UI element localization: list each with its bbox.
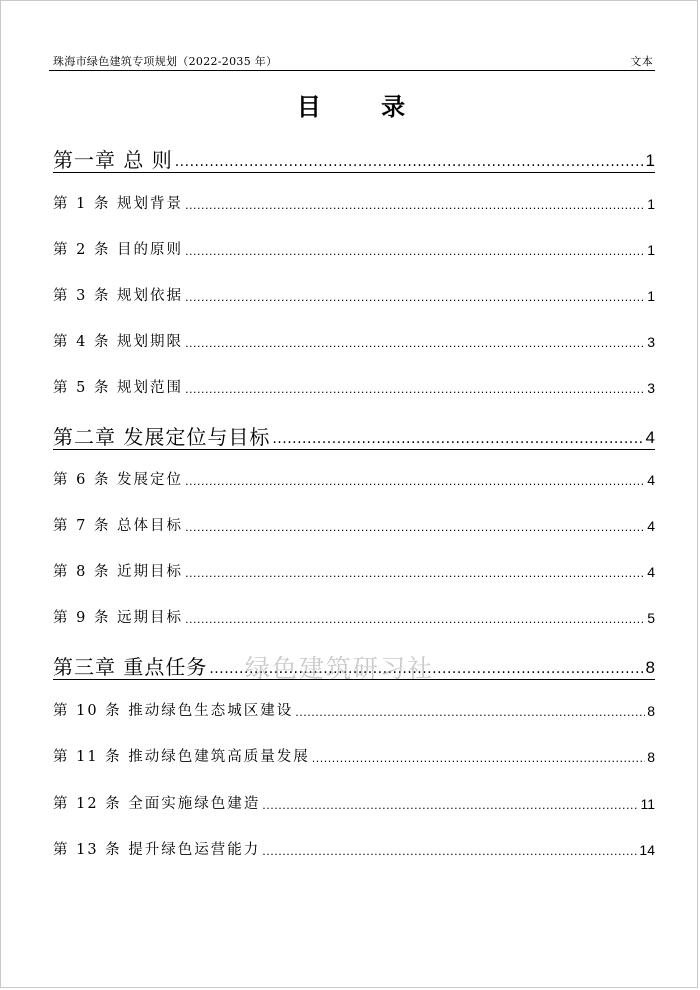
toc-entry-label: 第 7 条 总体目标	[53, 518, 184, 534]
toc-entry-label: 第 3 条 规划依据	[53, 288, 184, 304]
toc-article-1[interactable]	[53, 193, 655, 215]
toc-page-number: 8	[647, 749, 655, 765]
header-rule	[49, 70, 655, 71]
toc-page-number: 1	[645, 151, 655, 170]
toc-article-9[interactable]	[53, 607, 655, 629]
toc-entry-label: 第 13 条 提升绿色运营能力	[53, 842, 261, 858]
dot-leader	[185, 335, 645, 353]
dot-leader	[185, 289, 645, 307]
toc-page-number: 1	[647, 196, 655, 212]
toc-article-11[interactable]	[53, 746, 655, 768]
dot-leader	[262, 843, 637, 861]
toc-entry-label: 第 4 条 规划期限	[53, 334, 184, 350]
dot-leader	[185, 381, 645, 399]
dot-leader	[185, 197, 645, 215]
toc-article-3[interactable]	[53, 285, 655, 307]
toc-entry-label: 第 1 条 规划背景	[53, 196, 184, 212]
toc-article-12[interactable]	[53, 793, 655, 815]
toc-chapter-1[interactable]	[53, 142, 655, 173]
toc-page-number: 4	[645, 428, 655, 447]
toc-entry-label: 第 11 条 推动绿色建筑高质量发展	[53, 749, 310, 765]
toc-article-4[interactable]	[53, 331, 655, 353]
dot-leader	[185, 473, 645, 491]
toc-article-5[interactable]	[53, 377, 655, 399]
dot-leader	[262, 797, 638, 815]
dot-leader	[272, 429, 643, 449]
toc-page-number: 1	[647, 242, 655, 258]
dot-leader	[185, 243, 645, 261]
toc-entry-label: 第三章 重点任务	[53, 655, 208, 679]
dot-leader	[209, 659, 643, 679]
toc-chapter-2[interactable]	[53, 419, 655, 450]
toc-page-number: 5	[647, 610, 655, 626]
toc-page-number: 4	[647, 518, 655, 534]
toc-page-number: 8	[647, 703, 655, 719]
dot-leader	[312, 750, 645, 768]
toc-entry-label: 第 6 条 发展定位	[53, 472, 184, 488]
toc-page-number: 14	[639, 842, 655, 858]
toc-title: 目 录	[296, 93, 432, 121]
toc-article-7[interactable]	[53, 515, 655, 537]
toc-article-6[interactable]	[53, 469, 655, 491]
dot-leader	[185, 611, 645, 629]
running-header-section: 文本	[630, 55, 653, 68]
toc-entry-label: 第 9 条 远期目标	[53, 610, 184, 626]
toc-chapter-3[interactable]	[53, 649, 655, 680]
running-header-title: 珠海市绿色建筑专项规划（2022-2035 年）	[53, 55, 278, 68]
toc-article-2[interactable]	[53, 239, 655, 261]
toc-article-8[interactable]	[53, 561, 655, 583]
toc-entry-label: 第 10 条 推动绿色生态城区建设	[53, 703, 294, 719]
toc-page-number: 4	[647, 564, 655, 580]
toc-entry-label: 第一章 总 则	[53, 148, 173, 172]
toc-article-10[interactable]	[53, 700, 655, 722]
toc-page-number: 11	[640, 796, 655, 812]
toc-entry-label: 第 5 条 规划范围	[53, 380, 184, 396]
toc-article-13[interactable]	[53, 839, 655, 861]
toc-page-number: 1	[647, 288, 655, 304]
toc-page-number: 4	[647, 472, 655, 488]
dot-leader	[295, 704, 645, 722]
dot-leader	[185, 565, 645, 583]
watermark-text: 绿色建筑研习社	[245, 654, 435, 683]
toc-entry-label: 第 2 条 目的原则	[53, 242, 184, 258]
toc-page-number: 3	[647, 380, 655, 396]
toc-page-number: 8	[645, 658, 655, 677]
toc-entry-label: 第 12 条 全面实施绿色建造	[53, 796, 261, 812]
toc-entry-label: 第二章 发展定位与目标	[53, 425, 271, 449]
toc-page-number: 3	[647, 334, 655, 350]
dot-leader	[175, 152, 644, 172]
dot-leader	[185, 519, 645, 537]
toc-entry-label: 第 8 条 近期目标	[53, 564, 184, 580]
